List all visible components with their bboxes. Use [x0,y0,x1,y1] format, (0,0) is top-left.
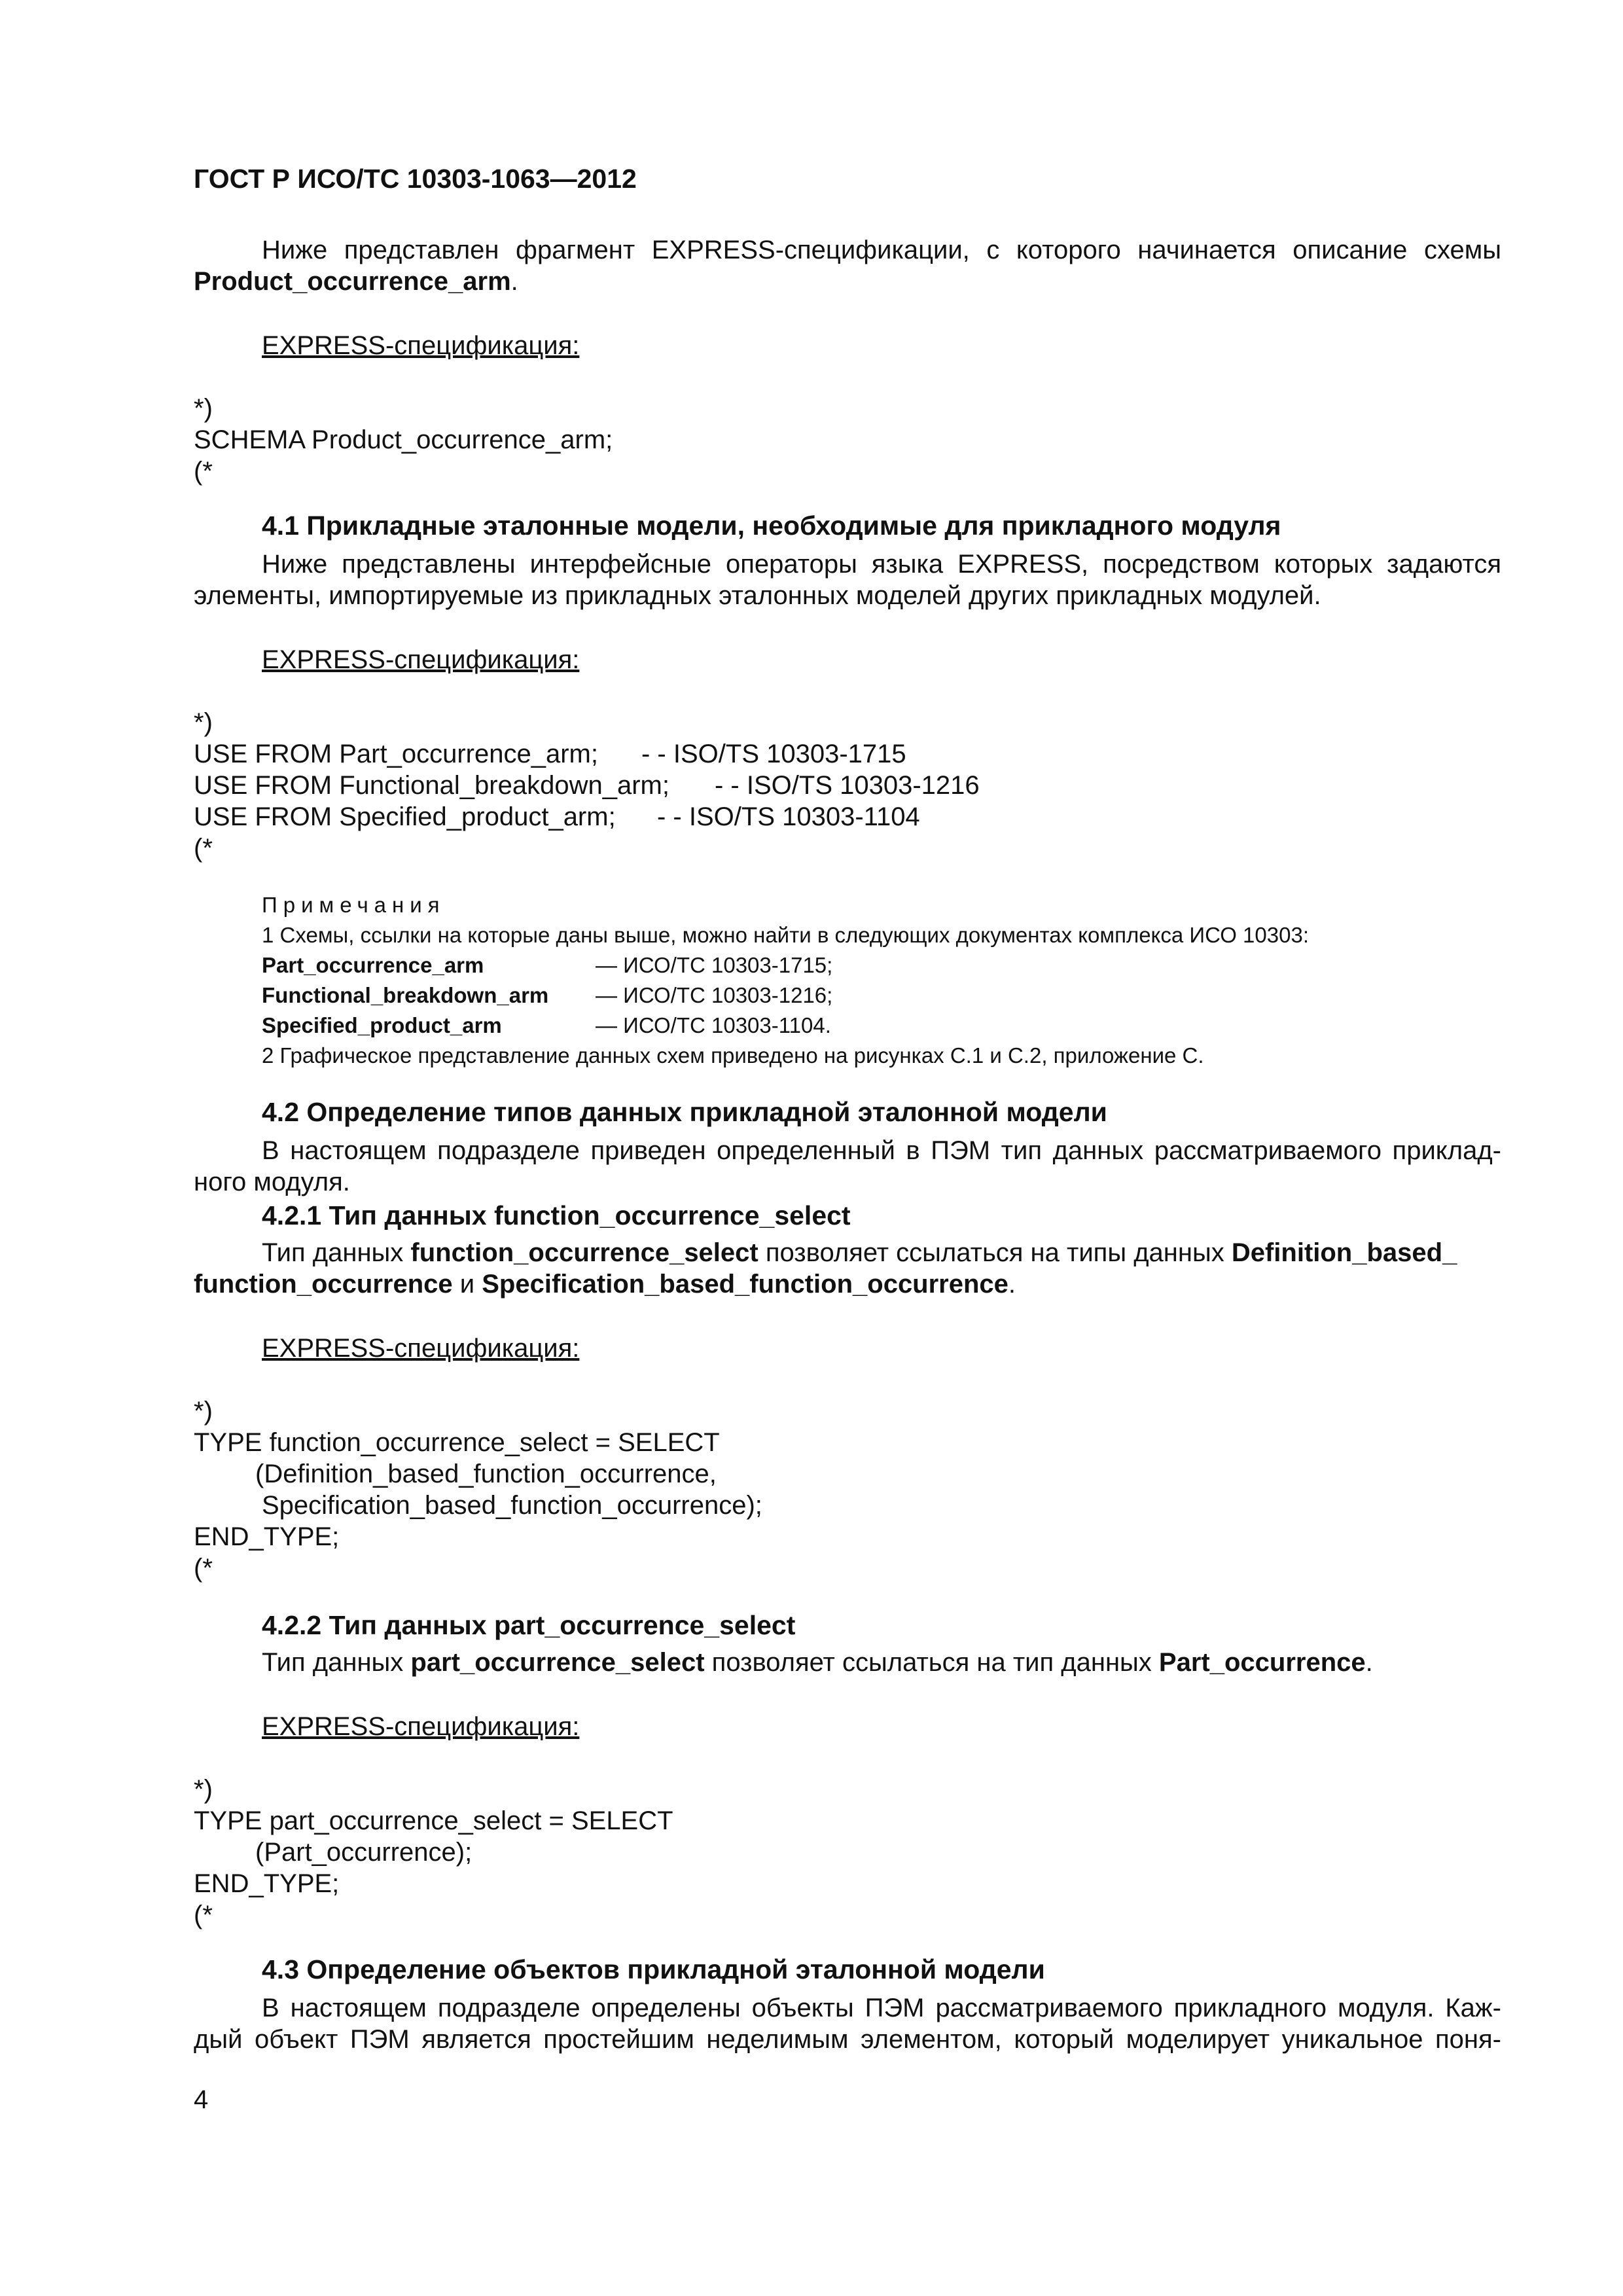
paragraph-line: Ниже представлены интерфейсные операторы языка EXPRESS, посредством которых задаются [262,550,1501,579]
code-line: SCHEMA Product_occurrence_arm; [194,425,613,454]
paragraph-line: элементы, импортируемые из прикладных эталонных моделей других прикладных модулей. [194,581,1321,610]
note-schema-name: Part_occurrence_arm [262,953,484,977]
paragraph-line: В настоящем подразделе определены объекты ПЭМ рассматриваемого прикладного модуля. Каж- [262,1994,1501,2022]
paragraph-line: дый объект ПЭМ является простейшим неделимым элементом, который моделирует уникальное поня- [194,2025,1501,2054]
code-line: *) [194,708,213,737]
express-label-4: EXPRESS-спецификация: [262,1712,580,1741]
code-line: TYPE function_occurrence_select = SELECT [194,1428,720,1457]
code-line: END_TYPE; [194,1869,340,1898]
section-heading-4-3: 4.3 Определение объектов прикладной эталонной модели [262,1954,1045,1984]
intro-line-1: Ниже представлен фрагмент EXPRESS-спецификации, с которого начинается описание схемы [262,236,1501,264]
note-schema-ref: — ИСО/ТС 10303-1715; [596,953,833,977]
code-line: USE FROM Specified_product_arm; [194,802,616,831]
code-line: (* [194,834,213,863]
code-line: Specification_based_function_occurrence); [262,1491,762,1520]
note-schema-name: Specified_product_arm [262,1013,502,1037]
section-heading-4-1: 4.1 Прикладные эталонные модели, необходимые для прикладного модуля [262,511,1281,541]
note-schema-name: Functional_breakdown_arm [262,983,549,1007]
notes-title: Примечания [262,893,446,917]
page-number: 4 [194,2085,209,2114]
code-comment: - - ISO/TS 10303-1216 [715,771,980,800]
code-line: *) [194,1775,213,1804]
document-header: ГОСТ Р ИСО/ТС 10303-1063—2012 [194,164,637,194]
paragraph-line: function_occurrence и Specification_based_function_occurrence. [194,1270,1016,1299]
note-1: 1 Схемы, ссылки на которые даны выше, можно найти в следующих документах комплекса ИСО 10303: [262,923,1309,947]
code-comment: - - ISO/TS 10303-1715 [641,740,906,768]
code-line: (Part_occurrence); [255,1838,473,1867]
paragraph-line: Тип данных part_occurrence_select позволяет ссылаться на тип данных Part_occurrence. [262,1648,1373,1677]
code-line: END_TYPE; [194,1522,340,1551]
code-line: *) [194,394,213,423]
code-line: USE FROM Part_occurrence_arm; [194,740,598,768]
note-2: 2 Графическое представление данных схем приведено на рисунках С.1 и С.2, приложение С. [262,1043,1204,1067]
code-line: *) [194,1397,213,1426]
paragraph-line: ного модуля. [194,1168,350,1196]
paragraph-line: Тип данных function_occurrence_select позволяет ссылаться на типы данных Definition_based_ [262,1238,1457,1267]
code-line: TYPE part_occurrence_select = SELECT [194,1806,673,1835]
code-line: (* [194,1554,213,1583]
note-schema-ref: — ИСО/ТС 10303-1216; [596,983,833,1007]
code-line: (* [194,457,213,486]
schema-name: Product_occurrence_arm [194,267,511,296]
section-heading-4-2-2: 4.2.2 Тип данных part_occurrence_select [262,1610,796,1640]
paragraph-line: В настоящем подразделе приведен определенный в ПЭМ тип данных рассматриваемого приклад- [262,1136,1501,1165]
note-schema-ref: — ИСО/ТС 10303-1104. [596,1013,831,1037]
section-heading-4-2-1: 4.2.1 Тип данных function_occurrence_select [262,1200,851,1230]
express-label-1: EXPRESS-спецификация: [262,331,580,360]
code-comment: - - ISO/TS 10303-1104 [657,802,920,831]
section-heading-4-2: 4.2 Определение типов данных прикладной эталонной модели [262,1097,1107,1127]
code-line: (* [194,1901,213,1929]
express-label-2: EXPRESS-спецификация: [262,645,580,674]
code-line: USE FROM Functional_breakdown_arm; [194,771,669,800]
intro-line-2: Product_occurrence_arm. [194,267,518,296]
express-label-3: EXPRESS-спецификация: [262,1334,580,1363]
code-line: (Definition_based_function_occurrence, [255,1460,717,1488]
